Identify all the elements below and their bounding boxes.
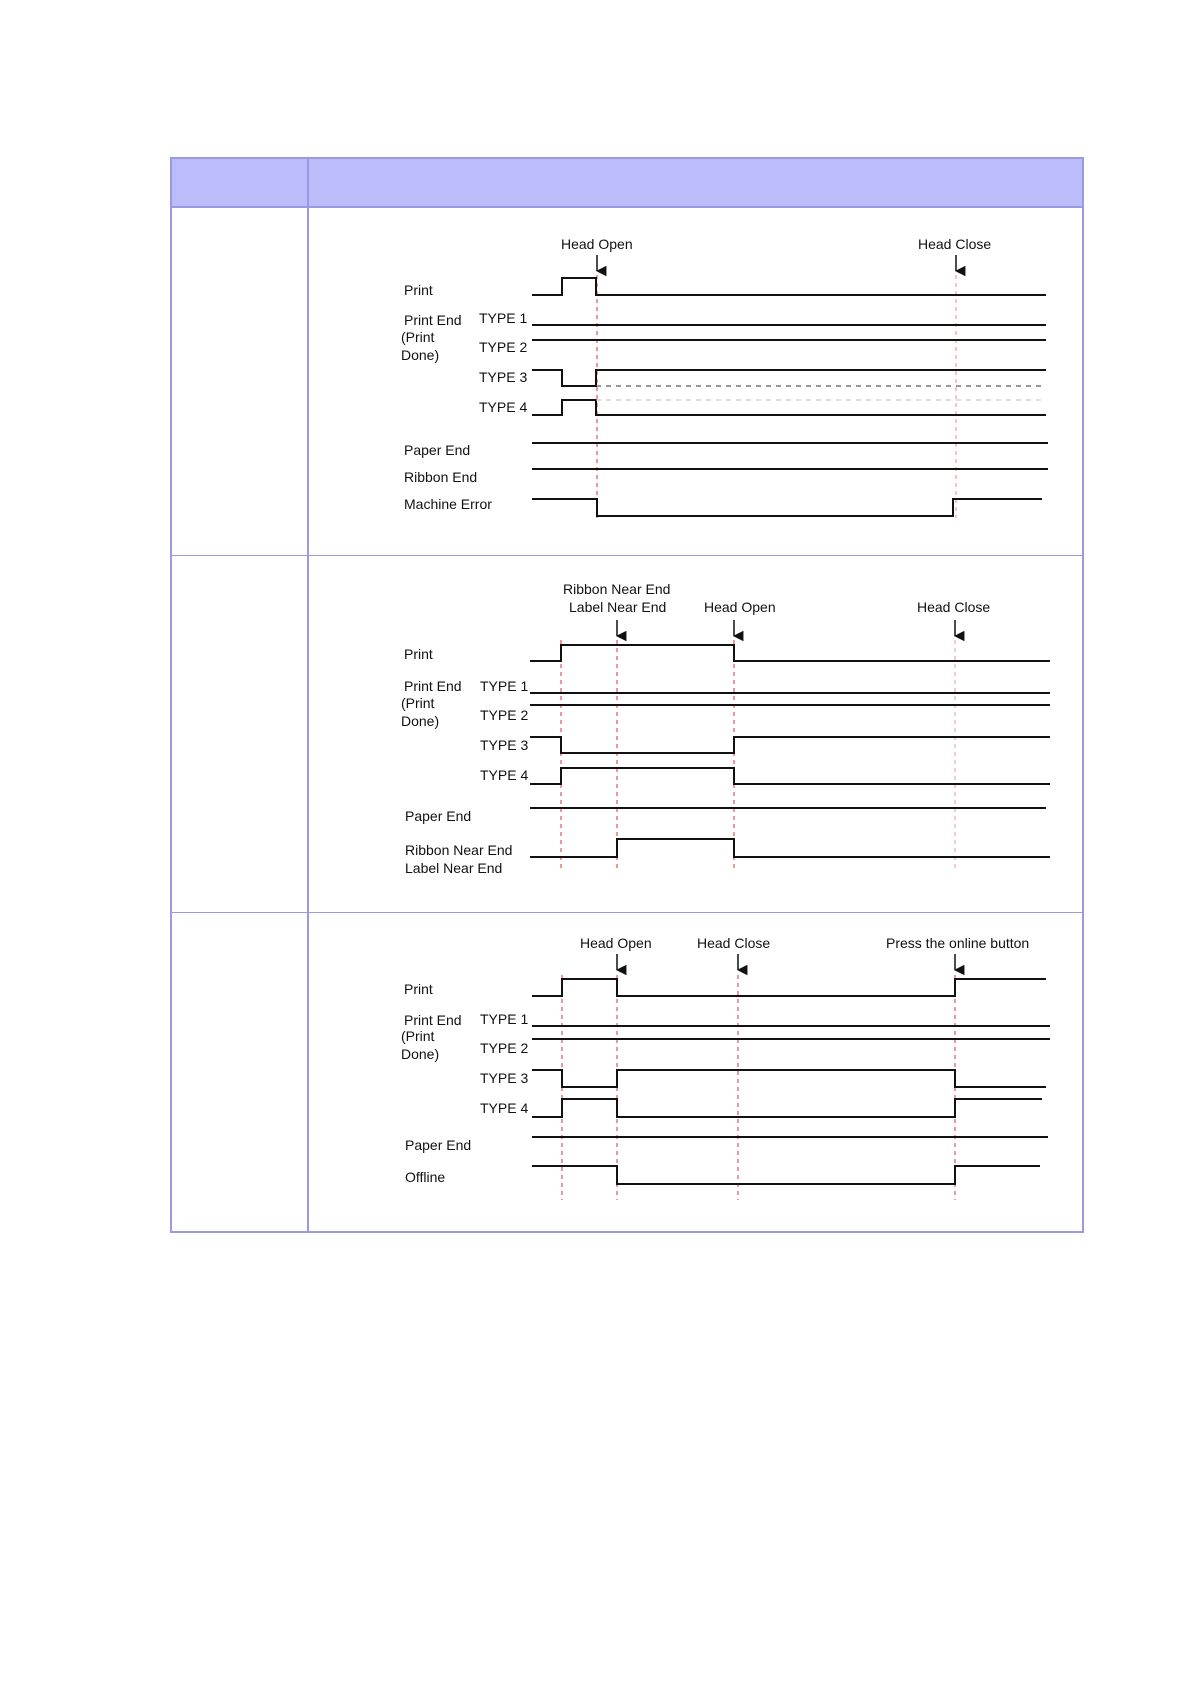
signal-label: Print bbox=[404, 282, 433, 298]
signal-label: Machine Error bbox=[404, 496, 492, 512]
type-label: TYPE 4 bbox=[480, 1100, 529, 1116]
event-label: Label Near End bbox=[569, 599, 667, 615]
event-label: Ribbon Near End bbox=[563, 581, 671, 597]
event-label: Press the online button bbox=[886, 935, 1030, 951]
type-label: TYPE 1 bbox=[480, 1011, 529, 1027]
event-label: Head Close bbox=[918, 236, 992, 252]
event-label: Head Open bbox=[580, 935, 652, 951]
wave-machine-error bbox=[532, 499, 1042, 516]
diagram-head-open bbox=[401, 236, 1048, 518]
type-label: TYPE 4 bbox=[480, 767, 529, 783]
signal-label: Paper End bbox=[405, 808, 472, 824]
signal-label: Label Near End bbox=[405, 860, 503, 876]
signal-label: Print bbox=[404, 646, 433, 662]
wave-type4 bbox=[530, 768, 1050, 784]
signal-label: Print End bbox=[404, 1012, 462, 1028]
type-label: TYPE 2 bbox=[479, 339, 528, 355]
signal-label: (Print bbox=[401, 329, 435, 345]
signal-label: Print End bbox=[404, 678, 462, 694]
signal-label: (Print bbox=[401, 1028, 435, 1044]
wave-print bbox=[532, 278, 1046, 295]
wave-near-end bbox=[530, 839, 1050, 857]
signal-label: Print End bbox=[404, 312, 462, 328]
wave-print bbox=[532, 979, 1046, 996]
type-label: TYPE 1 bbox=[480, 678, 529, 694]
type-label: TYPE 3 bbox=[480, 737, 529, 753]
diagram-offline bbox=[401, 935, 1050, 1200]
event-label: Head Open bbox=[704, 599, 776, 615]
signal-label: Ribbon End bbox=[404, 469, 478, 485]
signal-label: Ribbon Near End bbox=[405, 842, 513, 858]
diagram-near-end bbox=[401, 581, 1050, 876]
type-label: TYPE 4 bbox=[479, 399, 528, 415]
wave-offline bbox=[532, 1166, 1040, 1184]
signal-label: Done) bbox=[401, 1046, 440, 1062]
signal-label: Done) bbox=[401, 713, 440, 729]
wave-type3 bbox=[532, 1070, 1046, 1087]
event-label: Head Open bbox=[561, 236, 633, 252]
signal-label: Paper End bbox=[405, 1137, 472, 1153]
signal-label: Done) bbox=[401, 347, 440, 363]
type-label: TYPE 1 bbox=[479, 310, 528, 326]
signal-label: (Print bbox=[401, 695, 435, 711]
type-label: TYPE 2 bbox=[480, 707, 529, 723]
wave-print bbox=[530, 645, 1050, 661]
wave-type4 bbox=[532, 400, 1046, 415]
signal-label: Print bbox=[404, 981, 433, 997]
wave-type3 bbox=[532, 370, 1046, 386]
signal-label: Offline bbox=[405, 1169, 446, 1185]
type-label: TYPE 2 bbox=[480, 1040, 529, 1056]
signal-label: Paper End bbox=[404, 442, 471, 458]
wave-type4 bbox=[532, 1099, 1042, 1117]
type-label: TYPE 3 bbox=[480, 1070, 529, 1086]
event-label: Head Close bbox=[697, 935, 771, 951]
wave-type3 bbox=[530, 737, 1050, 753]
type-label: TYPE 3 bbox=[479, 369, 528, 385]
event-label: Head Close bbox=[917, 599, 991, 615]
